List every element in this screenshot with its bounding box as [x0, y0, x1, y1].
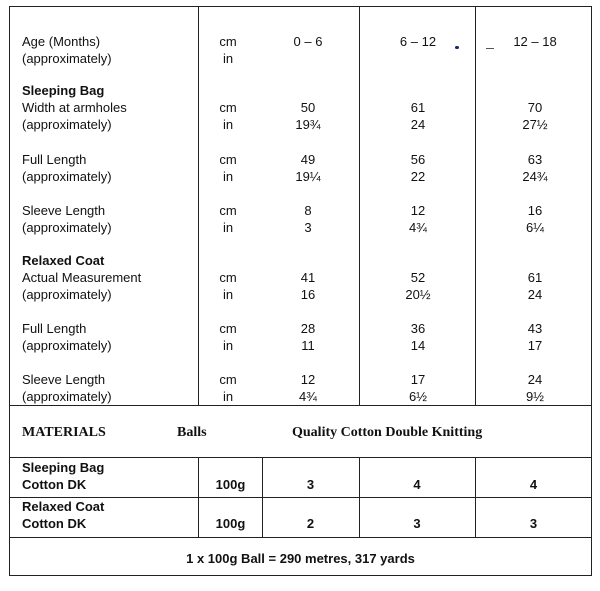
value-cm: 17 [410, 372, 426, 387]
ball-weight: 100g [215, 516, 246, 531]
value-cm: 63 [527, 152, 543, 167]
measurement-label-approx: (approximately) [22, 169, 112, 184]
value-cm: 12 [300, 372, 316, 387]
value-in: 6¼ [525, 220, 545, 235]
value-in: 3 [304, 220, 312, 235]
age-unit-cm: cm [219, 34, 237, 49]
size-header: 12 – 18 [513, 34, 557, 49]
measurement-label: Sleeve Length [22, 372, 106, 387]
value-in: 4¾ [298, 389, 318, 404]
age-label-approx: (approximately) [22, 51, 112, 66]
yardage-note: 1 x 100g Ball = 290 metres, 317 yards [186, 551, 415, 566]
unit-cm: cm [219, 321, 237, 336]
ball-count: 4 [529, 477, 538, 492]
value-in: 11 [301, 338, 315, 353]
value-in: 17 [527, 338, 543, 353]
value-in: 27½ [522, 117, 548, 132]
column-divider [359, 6, 360, 405]
size-header: 0 – 6 [293, 34, 323, 49]
value-in: 24¾ [522, 169, 548, 184]
unit-in: in [222, 220, 234, 235]
value-cm: 8 [304, 203, 312, 218]
value-cm: 16 [527, 203, 543, 218]
unit-cm: cm [219, 372, 237, 387]
value-cm: 43 [527, 321, 543, 336]
value-in: 9½ [525, 389, 545, 404]
measurement-label: Full Length [22, 152, 87, 167]
unit-cm: cm [219, 270, 237, 285]
unit-cm: cm [219, 152, 237, 167]
section-divider [9, 537, 592, 538]
value-in: 22 [410, 169, 426, 184]
value-cm: 56 [410, 152, 426, 167]
measurement-label-approx: (approximately) [22, 117, 112, 132]
age-unit-in: in [222, 51, 234, 66]
material-row-yarn: Cotton DK [22, 516, 87, 531]
value-cm: 41 [300, 270, 316, 285]
unit-in: in [222, 117, 234, 132]
value-cm: 49 [300, 152, 316, 167]
ball-count: 3 [413, 516, 421, 531]
measurement-label: Width at armholes [22, 100, 127, 115]
unit-in: in [222, 287, 234, 302]
column-divider [475, 6, 476, 405]
section-divider [9, 405, 592, 406]
ball-count: 3 [306, 477, 315, 492]
section-title-relaxed-coat: Relaxed Coat [22, 253, 105, 268]
age-label: Age (Months) [22, 34, 101, 49]
ball-count: 3 [529, 516, 538, 531]
value-in: 4¾ [408, 220, 428, 235]
measurement-label: Full Length [22, 321, 87, 336]
value-in: 24 [527, 287, 543, 302]
value-in: 20½ [405, 287, 431, 302]
yarn-heading: Quality Cotton Double Knitting [292, 425, 483, 440]
balls-heading: Balls [177, 425, 207, 440]
ball-count: 4 [413, 477, 421, 492]
ball-count: 2 [306, 516, 315, 531]
value-cm: 61 [527, 270, 543, 285]
value-cm: 28 [300, 321, 316, 336]
value-cm: 50 [300, 100, 316, 115]
material-row-yarn: Cotton DK [22, 477, 87, 492]
measurement-label-approx: (approximately) [22, 287, 112, 302]
unit-cm: cm [219, 203, 237, 218]
size-header: 6 – 12 [399, 34, 437, 49]
value-cm: 52 [410, 270, 426, 285]
unit-cm: cm [219, 100, 237, 115]
ink-mark [486, 48, 494, 49]
section-title-sleeping-bag: Sleeping Bag [22, 83, 105, 98]
unit-in: in [222, 389, 234, 404]
measurement-label-approx: (approximately) [22, 389, 112, 404]
measurement-label-approx: (approximately) [22, 220, 112, 235]
unit-in: in [222, 338, 234, 353]
ball-weight: 100g [215, 477, 246, 492]
value-in: 19¾ [295, 117, 321, 132]
value-in: 19¼ [295, 169, 321, 184]
value-cm: 24 [527, 372, 543, 387]
value-cm: 61 [410, 100, 426, 115]
measurement-label: Actual Measurement [22, 270, 142, 285]
value-cm: 12 [410, 203, 426, 218]
section-divider [9, 457, 592, 458]
material-row-title: Sleeping Bag [22, 460, 105, 475]
unit-in: in [222, 169, 234, 184]
value-cm: 36 [410, 321, 426, 336]
value-in: 6½ [408, 389, 428, 404]
value-in: 24 [410, 117, 426, 132]
materials-heading: MATERIALS [22, 425, 106, 440]
value-in: 14 [410, 338, 426, 353]
measurement-label: Sleeve Length [22, 203, 106, 218]
material-row-title: Relaxed Coat [22, 499, 105, 514]
value-cm: 70 [527, 100, 543, 115]
value-in: 16 [300, 287, 316, 302]
measurement-label-approx: (approximately) [22, 338, 112, 353]
